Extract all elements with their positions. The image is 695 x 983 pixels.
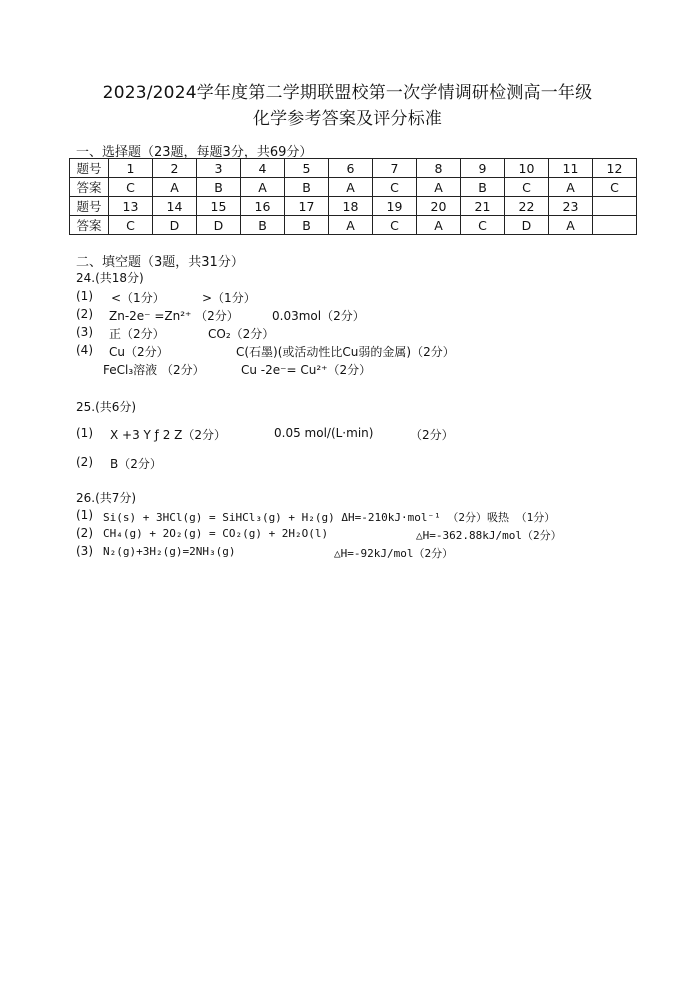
table-cell: C xyxy=(373,216,417,235)
table-cell: D xyxy=(505,216,549,235)
table-cell: A xyxy=(549,216,593,235)
table-cell: 13 xyxy=(109,197,153,216)
part-number: (2) xyxy=(76,307,93,321)
table-cell: 1 xyxy=(109,159,153,178)
table-cell: A xyxy=(153,178,197,197)
answer-text: CH₄(g) + 2O₂(g) = CO₂(g) + 2H₂O(l) xyxy=(103,527,329,540)
part-number: (4) xyxy=(76,343,93,357)
table-cell: A xyxy=(417,216,461,235)
answer-text: N₂(g)+3H₂(g)=2NH₃(g) xyxy=(103,545,236,558)
table-cell: 16 xyxy=(241,197,285,216)
answer-text: △H=-92kJ/mol（2分） xyxy=(334,547,454,560)
document-title-line1: 2023/2024学年度第二学期联盟校第一次学情调研检测高一年级 xyxy=(102,83,593,103)
answer-text: △H=-362.88kJ/mol（2分） xyxy=(416,529,562,542)
table-cell: C xyxy=(461,216,505,235)
table-cell: 17 xyxy=(285,197,329,216)
table-cell: 10 xyxy=(505,159,549,178)
table-cell: A xyxy=(549,178,593,197)
section1-heading: 一、选择题（23题，每题3分，共69分） xyxy=(76,145,313,160)
answer-text: <（1分） xyxy=(111,291,165,305)
answer-text: Si(s) + 3HCl(g) = SiHCl₃(g) + H₂(g) ΔH=-210kJ·mol⁻¹ （2分）吸热 （1分） xyxy=(103,511,556,524)
answer-score: （2分） xyxy=(410,428,454,442)
row-header-cell: 答案 xyxy=(70,216,109,235)
table-cell: 15 xyxy=(197,197,241,216)
part-number: (1) xyxy=(76,508,93,522)
table-cell: 2 xyxy=(153,159,197,178)
table-cell: 9 xyxy=(461,159,505,178)
table-cell: 23 xyxy=(549,197,593,216)
table-cell: B xyxy=(285,178,329,197)
table-cell: C xyxy=(593,178,637,197)
answer-text: CO₂（2分） xyxy=(208,327,275,341)
table-cell: C xyxy=(109,178,153,197)
table-cell: 6 xyxy=(329,159,373,178)
table-cell: C xyxy=(505,178,549,197)
answer-text: 正（2分） xyxy=(109,327,165,341)
document-title-line2: 化学参考答案及评分标准 xyxy=(252,109,443,129)
table-row xyxy=(70,178,637,197)
part-number: (2) xyxy=(76,455,93,469)
table-cell: 18 xyxy=(329,197,373,216)
table-cell: 11 xyxy=(549,159,593,178)
table-cell: 14 xyxy=(153,197,197,216)
q24-heading: 24.(共18分) xyxy=(76,271,144,285)
row-header-cell: 题号 xyxy=(70,159,109,178)
part-number: (3) xyxy=(76,325,93,339)
table-cell: 5 xyxy=(285,159,329,178)
table-cell: B xyxy=(241,216,285,235)
table-cell: 4 xyxy=(241,159,285,178)
table-cell: 12 xyxy=(593,159,637,178)
table-row xyxy=(70,216,637,235)
answer-text: C(石墨)(或活动性比Cu弱的金属)（2分） xyxy=(236,345,455,359)
answer-text: >（1分） xyxy=(202,291,256,305)
table-cell: 22 xyxy=(505,197,549,216)
answer-text: Zn-2e⁻ =Zn²⁺ （2分） xyxy=(109,309,239,323)
part-number: (2) xyxy=(76,526,93,540)
table-cell: 20 xyxy=(417,197,461,216)
table-cell: A xyxy=(417,178,461,197)
table-cell: 21 xyxy=(461,197,505,216)
part-number: (3) xyxy=(76,544,93,558)
table-cell: 7 xyxy=(373,159,417,178)
answer-text: X +3 Y ƒ 2 Z（2分） xyxy=(110,428,227,442)
section2-heading: 二、填空题（3题，共31分） xyxy=(76,255,244,270)
table-cell: C xyxy=(109,216,153,235)
answer-text: Cu（2分） xyxy=(109,345,169,359)
answer-text: FeCl₃溶液 （2分） xyxy=(103,363,205,377)
q26-heading: 26.(共7分) xyxy=(76,491,137,505)
table-cell: D xyxy=(197,216,241,235)
table-cell: B xyxy=(461,178,505,197)
answer-text: 0.03mol（2分） xyxy=(272,309,365,323)
table-cell: 8 xyxy=(417,159,461,178)
table-cell: B xyxy=(285,216,329,235)
table-row xyxy=(70,159,637,178)
part-number: (1) xyxy=(76,289,93,303)
table-cell: 3 xyxy=(197,159,241,178)
answer-text: 0.05 mol/(L·min) xyxy=(274,426,374,440)
table-row xyxy=(70,197,637,216)
table-cell: A xyxy=(329,178,373,197)
answer-text: Cu -2e⁻= Cu²⁺（2分） xyxy=(241,363,372,377)
table-cell xyxy=(593,216,637,235)
table-cell: C xyxy=(373,178,417,197)
answer-text: B（2分） xyxy=(110,457,162,471)
row-header-cell: 答案 xyxy=(70,178,109,197)
answer-table xyxy=(69,158,637,235)
table-cell: A xyxy=(329,216,373,235)
table-cell: A xyxy=(241,178,285,197)
table-cell: B xyxy=(197,178,241,197)
q25-heading: 25.(共6分) xyxy=(76,400,137,414)
table-cell: D xyxy=(153,216,197,235)
row-header-cell: 题号 xyxy=(70,197,109,216)
table-cell xyxy=(593,197,637,216)
part-number: (1) xyxy=(76,426,93,440)
table-cell: 19 xyxy=(373,197,417,216)
